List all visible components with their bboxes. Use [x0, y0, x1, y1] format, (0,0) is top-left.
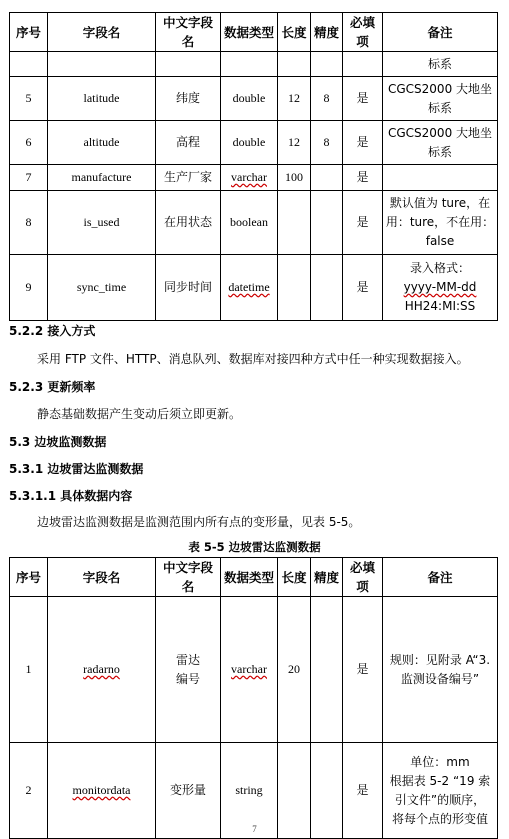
header-field: 字段名 — [48, 13, 156, 52]
paragraph-radar-data: 边坡雷达监测数据是监测范围内所有点的变形量，见表 5-5。 — [37, 515, 361, 529]
table-row: 6 altitude 高程 double 12 8 是 CGCS2000 大地坐 标系 — [10, 121, 498, 165]
page-number: 7 — [252, 824, 257, 834]
header-no: 序号 — [10, 13, 48, 52]
header-note: 备注 — [383, 558, 498, 597]
table-row: 1 radarno 雷达 编号 varchar 20 是 规则：见附录 A“3. 监测设备编号” — [10, 597, 498, 743]
paragraph-access-methods: 采用 FTP 文件、HTTP、消息队列、数据库对接四种方式中任一种实现数据接入。 — [37, 352, 469, 366]
header-len: 长度 — [278, 558, 311, 597]
table-caption: 表 5-5 边坡雷达监测数据 — [188, 540, 321, 554]
table-row: 2 monitordata 变形量 string 是 单位：mm 根据表 5-2 “19 索 引文件”的顺序， 将每个点的形变值 — [10, 743, 498, 839]
note-cell: 规则：见附录 A“3. 监测设备编号” — [383, 597, 498, 743]
note-cell: 录入格式： yyyy-MM-dd HH24:MI:SS — [383, 255, 498, 321]
table-row — [10, 52, 498, 77]
radar-data-table — [9, 557, 498, 839]
header-req: 必填项 — [343, 13, 383, 52]
note-cell: 默认值为 ture，在 用：ture，不在用： false — [383, 191, 498, 255]
header-type: 数据类型 — [221, 13, 278, 52]
header-field: 字段名 — [48, 558, 156, 597]
device-spec-table — [9, 12, 498, 321]
table-row: 9 sync_time 同步时间 datetime 是 录入格式： yyyy-MM-dd HH24:MI:SS — [10, 255, 498, 321]
header-prec: 精度 — [311, 13, 343, 52]
header-cn: 中文字段名 — [156, 13, 221, 52]
header-type: 数据类型 — [221, 558, 278, 597]
section-heading-5-3-1-1: 5.3.1.1 具体数据内容 — [9, 489, 133, 503]
paragraph-update-frequency: 静态基础数据产生变动后须立即更新。 — [37, 407, 242, 421]
header-cn: 中文字段名 — [156, 558, 221, 597]
note-cell: CGCS2000 大地坐 标系 — [383, 77, 498, 121]
header-no: 序号 — [10, 558, 48, 597]
section-heading-5-3-1: 5.3.1 边坡雷达监测数据 — [9, 462, 144, 476]
header-len: 长度 — [278, 13, 311, 52]
section-heading-5-2-2: 5.2.2 接入方式 — [9, 324, 96, 338]
header-prec: 精度 — [311, 558, 343, 597]
table-row: 8 is_used 在用状态 boolean 是 默认值为 ture，在 用：ture，不在用： false — [10, 191, 498, 255]
header-note: 备注 — [383, 13, 498, 52]
note-cell: CGCS2000 大地坐 标系 — [383, 121, 498, 165]
table-row: 5 latitude 纬度 double 12 8 是 CGCS2000 大地坐 标系 — [10, 77, 498, 121]
table-header-row — [10, 13, 498, 52]
note-cell: 标系 — [383, 52, 498, 77]
table-row: 7 manufacture 生产厂家 varchar 100 是 — [10, 165, 498, 191]
section-heading-5-3: 5.3 边坡监测数据 — [9, 435, 107, 449]
section-heading-5-2-3: 5.2.3 更新频率 — [9, 380, 96, 394]
table-header-row — [10, 558, 498, 597]
note-cell: 单位：mm 根据表 5-2 “19 索 引文件”的顺序， 将每个点的形变值 — [383, 743, 498, 839]
header-req: 必填项 — [343, 558, 383, 597]
